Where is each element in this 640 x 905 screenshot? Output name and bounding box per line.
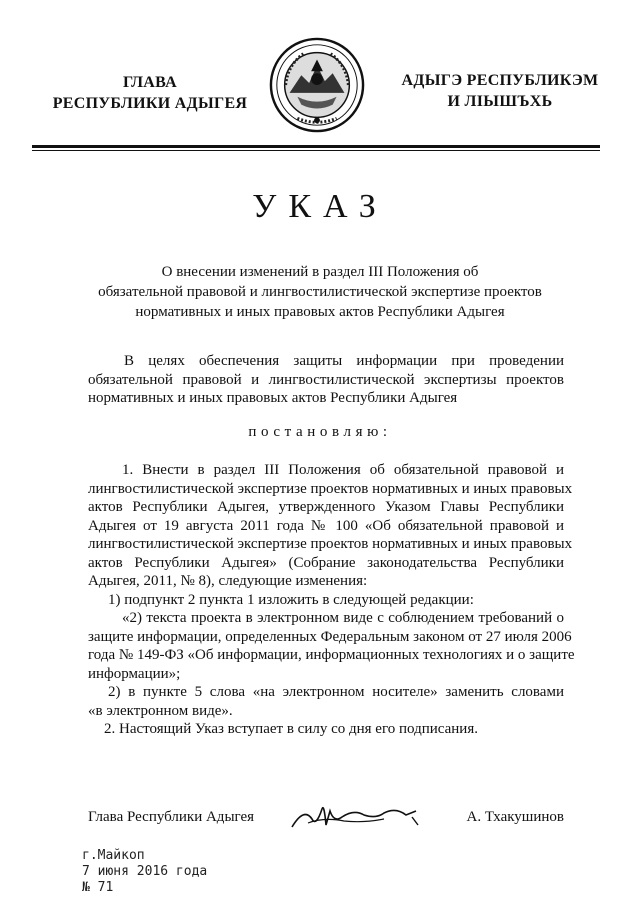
issue-city: г.Майкоп	[82, 848, 145, 863]
preamble-line: нормативных и иных правовых актов Республики Адыгея	[88, 390, 458, 406]
paragraph-line: 1. Внести в раздел III Положения об обязательной правовой и	[122, 462, 564, 478]
paragraph-line: актов Республики Адыгея» (Собрание законодательства Республики	[88, 554, 564, 571]
issue-number: № 71	[82, 880, 114, 895]
issue-details	[82, 848, 207, 896]
subject-line: обязательной правовой и лингвостилистической экспертизе проектов	[98, 284, 542, 300]
paragraph-line: лингвостилистической экспертизе проектов нормативных и иных правовых	[88, 480, 573, 497]
paragraph-line: 2. Настоящий Указ вступает в силу со дня его подписания.	[104, 721, 478, 737]
header-rule-thick	[32, 145, 600, 148]
paragraph-line: года № 149-ФЗ «Об информации, информационных технологиях и о защите	[88, 647, 575, 663]
decree-subject	[80, 262, 560, 322]
document-title: УКАЗ	[252, 188, 388, 225]
paragraph-line: 2) в пункте 5 слова «на электронном носителе» заменить словами	[108, 684, 564, 700]
issuer-title-adyghe	[385, 70, 615, 112]
paragraph-line: актов Республики Адыгея, утвержденного Указом Главы Республики	[88, 499, 564, 515]
issuer-line-1: ГЛАВА	[123, 74, 177, 91]
paragraph-line: защите информации, определенных Федеральным законом от 27 июля 2006	[88, 628, 572, 645]
paragraph-line: «в электронном виде».	[88, 702, 233, 719]
paragraph-2	[88, 720, 564, 739]
preamble	[88, 352, 564, 408]
handwritten-signature	[284, 797, 424, 837]
issue-date: 7 июня 2016 года	[82, 864, 208, 879]
coat-of-arms-seal-icon	[268, 36, 366, 134]
paragraph-line: лингвостилистической экспертизе проектов нормативных и иных правовых	[88, 536, 573, 552]
preamble-line: В целях обеспечения защиты информации при проведении	[124, 353, 564, 369]
paragraph-line: 1) подпункт 2 пункта 1 изложить в следующей редакции:	[108, 591, 474, 608]
issuer-title-russian	[40, 72, 260, 114]
subject-line: О внесении изменений в раздел III Положения об	[161, 264, 479, 280]
signatory-name: А. Тхакушинов	[466, 809, 564, 825]
paragraph-line: Адыгея от 19 августа 2011 года № 100 «Об обязательной правовой и	[88, 517, 564, 534]
issuer-line-2: РЕСПУБЛИКИ АДЫГЕЯ	[52, 95, 248, 112]
signature-block	[88, 807, 564, 837]
header-rule-thin	[32, 150, 600, 151]
issuer-adyghe-line-2: И ЛІЫШЪХЬ	[447, 93, 553, 110]
subject-line: нормативных и иных правовых актов Республики Адыгея	[135, 304, 505, 320]
ordain-heading: постановляю:	[248, 424, 392, 440]
signatory-title: Глава Республики Адыгея	[88, 809, 255, 825]
paragraph-line: «2) текста проекта в электронном виде с соблюдением требований о	[122, 610, 564, 626]
preamble-line: обязательной правовой и лингвостилистической экспертизы проектов	[88, 371, 564, 388]
paragraph-1	[88, 461, 575, 720]
issuer-adyghe-line-1: АДЫГЭ РЕСПУБЛИКЭМ	[401, 72, 599, 89]
paragraph-line: Адыгея, 2011, № 8), следующие изменения:	[88, 573, 368, 589]
paragraph-line: информации»;	[88, 665, 181, 682]
